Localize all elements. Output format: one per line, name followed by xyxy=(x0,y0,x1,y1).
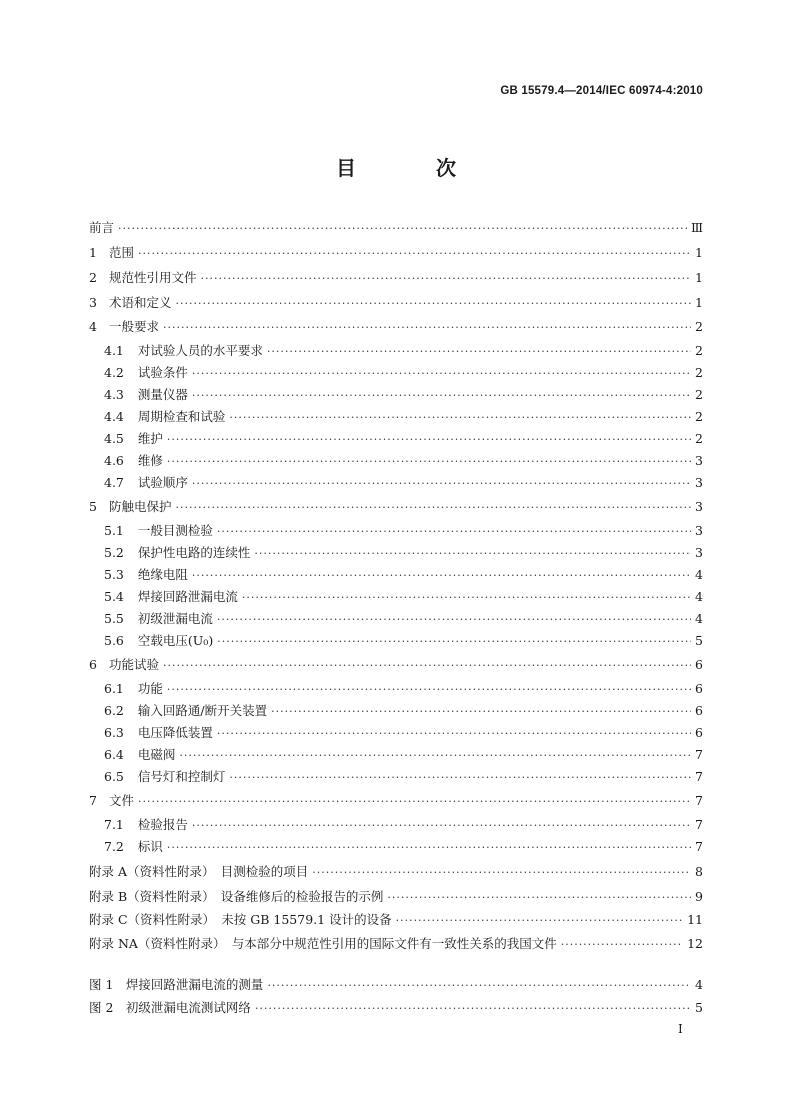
toc-entry[interactable] xyxy=(104,587,703,607)
toc-entry[interactable] xyxy=(89,243,703,263)
toc-entry-number: 4.1 xyxy=(104,343,124,358)
dot-leader xyxy=(167,430,691,450)
toc-entry[interactable] xyxy=(104,565,703,585)
dot-leader xyxy=(217,522,691,542)
dot-leader xyxy=(217,610,691,630)
toc-entry[interactable] xyxy=(104,631,703,651)
toc-entry-page: 2 xyxy=(695,319,703,334)
dot-leader xyxy=(267,342,691,362)
dot-leader xyxy=(192,566,691,586)
toc-entry[interactable] xyxy=(89,497,703,517)
toc-entry[interactable] xyxy=(104,341,703,361)
dot-leader xyxy=(167,452,691,472)
dot-leader xyxy=(138,244,691,264)
toc-entry-label: 规范性引用文件 xyxy=(108,270,197,285)
toc-entry[interactable] xyxy=(104,701,703,721)
toc-entry-label: 对试验人员的水平要求 xyxy=(137,343,263,358)
toc-entry-number: 6.4 xyxy=(104,747,124,762)
toc-entry-label: 图 2 初级泄漏电流测试网络 xyxy=(89,1000,251,1015)
toc-entry[interactable] xyxy=(89,218,703,238)
toc-entry-number: 6.3 xyxy=(104,725,124,740)
toc-entry-number: 6.2 xyxy=(104,703,124,718)
toc-entry-number: 5.2 xyxy=(104,545,124,560)
toc-entry-page: 1 xyxy=(695,270,703,285)
dot-leader xyxy=(167,838,691,858)
toc-entry[interactable] xyxy=(89,791,703,811)
page-number: I xyxy=(678,1022,683,1036)
toc-entry-label: 前言 xyxy=(89,220,115,235)
toc-entry-page: 1 xyxy=(695,245,703,260)
toc-entry-label: 保护性电路的连续性 xyxy=(137,545,251,560)
toc-entry-label: 功能 xyxy=(137,681,163,696)
dot-leader xyxy=(192,364,691,384)
toc-entry-number: 6 xyxy=(89,657,97,672)
toc-entry[interactable] xyxy=(89,317,703,337)
dot-leader xyxy=(229,768,691,788)
toc-entry-label: 初级泄漏电流 xyxy=(137,611,213,626)
toc-entry-label: 周期检查和试验 xyxy=(137,409,226,424)
toc-entry-number: 5.5 xyxy=(104,611,124,626)
toc-entry[interactable] xyxy=(89,862,703,882)
toc-entry-page: 4 xyxy=(695,611,703,626)
toc-entry-page: 1 xyxy=(695,295,703,310)
toc-entry-label: 绝缘电阻 xyxy=(137,567,188,582)
dot-leader xyxy=(255,999,691,1019)
toc-entry-label: 焊接回路泄漏电流 xyxy=(137,589,238,604)
toc-entry-page: 6 xyxy=(695,703,703,718)
toc-entry[interactable] xyxy=(89,268,703,288)
dot-leader xyxy=(138,792,691,812)
toc-entry-page: 3 xyxy=(695,545,703,560)
toc-entry-page: 6 xyxy=(695,725,703,740)
toc-entry[interactable] xyxy=(104,473,703,493)
dot-leader xyxy=(561,935,683,955)
toc-entry-label: 范围 xyxy=(108,245,134,260)
dot-leader xyxy=(254,544,691,564)
toc-entry[interactable] xyxy=(104,837,703,857)
toc-entry-page: 7 xyxy=(695,839,703,854)
toc-entry-page: 6 xyxy=(695,657,703,672)
toc-entry-page: 2 xyxy=(695,343,703,358)
toc-entry-number: 6.1 xyxy=(104,681,124,696)
dot-leader xyxy=(200,269,691,289)
toc-entry-number: 1 xyxy=(89,245,97,260)
toc-entry[interactable] xyxy=(104,407,703,427)
dot-leader xyxy=(175,294,691,314)
toc-entry-label: 附录 C（资料性附录） 未按 GB 15579.1 设计的设备 xyxy=(89,912,392,927)
toc-entry-page: 4 xyxy=(695,977,703,992)
dot-leader xyxy=(175,498,691,518)
toc-entry-page: 7 xyxy=(695,793,703,808)
dot-leader xyxy=(192,474,691,494)
toc-entry[interactable] xyxy=(104,363,703,383)
toc-entry-page: 2 xyxy=(695,387,703,402)
toc-entry-label: 一般目测检验 xyxy=(137,523,213,538)
dot-leader xyxy=(312,863,691,883)
toc-entry-number: 4.2 xyxy=(104,365,124,380)
toc-entry-label: 维修 xyxy=(137,453,163,468)
toc-entry-page: 12 xyxy=(687,936,703,951)
toc-entry-number: 7.2 xyxy=(104,839,124,854)
toc-entry-number: 5 xyxy=(89,499,97,514)
dot-leader xyxy=(217,724,691,744)
toc-entry-page: 11 xyxy=(687,912,703,927)
toc-entry[interactable] xyxy=(104,815,703,835)
toc-entry-page: 2 xyxy=(695,431,703,446)
toc-entry-label: 电压降低装置 xyxy=(137,725,213,740)
toc-entry[interactable] xyxy=(89,934,703,954)
toc-entry-number: 5.6 xyxy=(104,633,124,648)
toc-entry-number: 7.1 xyxy=(104,817,124,832)
toc-entry-label: 试验条件 xyxy=(137,365,188,380)
toc-entry-page: 3 xyxy=(695,523,703,538)
toc-entry-label: 电磁阀 xyxy=(137,747,176,762)
dot-leader xyxy=(396,911,684,931)
standard-code-header: GB 15579.4—2014/IEC 60974-4:2010 xyxy=(500,85,703,97)
toc-entry[interactable] xyxy=(104,767,703,787)
toc-entry-page: 6 xyxy=(695,681,703,696)
dot-leader xyxy=(192,816,691,836)
toc-entry[interactable] xyxy=(104,521,703,541)
dot-leader xyxy=(271,702,691,722)
dot-leader xyxy=(217,632,691,652)
toc-entry-page: 2 xyxy=(695,365,703,380)
dot-leader xyxy=(163,656,691,676)
toc-entry[interactable] xyxy=(104,679,703,699)
toc-entry-number: 6.5 xyxy=(104,769,124,784)
toc-entry-label: 试验顺序 xyxy=(137,475,188,490)
dot-leader xyxy=(179,746,691,766)
toc-entry-number: 5.3 xyxy=(104,567,124,582)
dot-leader xyxy=(229,408,691,428)
toc-entry[interactable] xyxy=(89,998,703,1018)
toc-entry[interactable] xyxy=(89,975,703,995)
toc-entry-label: 标识 xyxy=(137,839,163,854)
toc-entry-page: 9 xyxy=(695,889,703,904)
toc-entry-page: 8 xyxy=(695,864,703,879)
toc-entry-page: 7 xyxy=(695,817,703,832)
toc-entry-page: Ⅲ xyxy=(690,220,703,235)
toc-entry-page: 5 xyxy=(695,633,703,648)
toc-entry-label: 功能试验 xyxy=(108,657,159,672)
toc-entry-page: 5 xyxy=(695,1000,703,1015)
toc-entry-number: 4.4 xyxy=(104,409,124,424)
dot-leader xyxy=(387,888,691,908)
toc-entry-label: 文件 xyxy=(108,793,134,808)
toc-entry-page: 7 xyxy=(695,769,703,784)
toc-entry-number: 7 xyxy=(89,793,97,808)
toc-entry-page: 2 xyxy=(695,409,703,424)
toc-entry[interactable] xyxy=(104,609,703,629)
toc-entry-label: 一般要求 xyxy=(108,319,159,334)
toc-entry[interactable] xyxy=(89,293,703,313)
toc-entry-label: 维护 xyxy=(137,431,163,446)
toc-entry-number: 4.3 xyxy=(104,387,124,402)
dot-leader xyxy=(163,318,691,338)
toc-entry-number: 3 xyxy=(89,295,97,310)
toc-entry-page: 4 xyxy=(695,567,703,582)
toc-entry-label: 测量仪器 xyxy=(137,387,188,402)
toc-entry-number: 4.6 xyxy=(104,453,124,468)
toc-entry-label: 空载电压(U₀) xyxy=(137,633,214,648)
dot-leader xyxy=(192,386,691,406)
toc-entry-label: 输入回路通/断开关装置 xyxy=(137,703,268,718)
toc-entry-page: 4 xyxy=(695,589,703,604)
toc-entry[interactable] xyxy=(104,429,703,449)
toc-entry-label: 防触电保护 xyxy=(108,499,172,514)
toc-entry[interactable] xyxy=(104,543,703,563)
toc-entry-label: 附录 A（资料性附录） 目测检验的项目 xyxy=(89,864,309,879)
toc-entry-number: 4 xyxy=(89,319,97,334)
toc-entry-number: 5.4 xyxy=(104,589,124,604)
page-title: 目 次 xyxy=(336,156,486,180)
toc-entry-label: 图 1 焊接回路泄漏电流的测量 xyxy=(89,977,264,992)
toc-entry[interactable] xyxy=(104,723,703,743)
toc-entry-number: 5.1 xyxy=(104,523,124,538)
toc-entry-label: 附录 NA（资料性附录） 与本部分中规范性引用的国际文件有一致性关系的我国文件 xyxy=(89,936,557,951)
dot-leader xyxy=(118,219,687,239)
toc-entry[interactable] xyxy=(104,745,703,765)
dot-leader xyxy=(242,588,691,608)
toc-entry-page: 3 xyxy=(695,453,703,468)
toc-entry-number: 4.5 xyxy=(104,431,124,446)
toc-entry[interactable] xyxy=(89,887,703,907)
dot-leader xyxy=(167,680,691,700)
toc-entry-page: 3 xyxy=(695,499,703,514)
toc-entry[interactable] xyxy=(89,910,703,930)
toc-entry-label: 附录 B（资料性附录） 设备维修后的检验报告的示例 xyxy=(89,889,384,904)
toc-entry-label: 术语和定义 xyxy=(108,295,172,310)
toc-entry-number: 4.7 xyxy=(104,475,124,490)
toc-entry-page: 7 xyxy=(695,747,703,762)
toc-entry[interactable] xyxy=(104,385,703,405)
toc-entry-number: 2 xyxy=(89,270,97,285)
dot-leader xyxy=(267,976,691,996)
toc-entry-label: 检验报告 xyxy=(137,817,188,832)
toc-entry[interactable] xyxy=(104,451,703,471)
toc-entry-label: 信号灯和控制灯 xyxy=(137,769,226,784)
toc-entry[interactable] xyxy=(89,655,703,675)
toc-entry-page: 3 xyxy=(695,475,703,490)
